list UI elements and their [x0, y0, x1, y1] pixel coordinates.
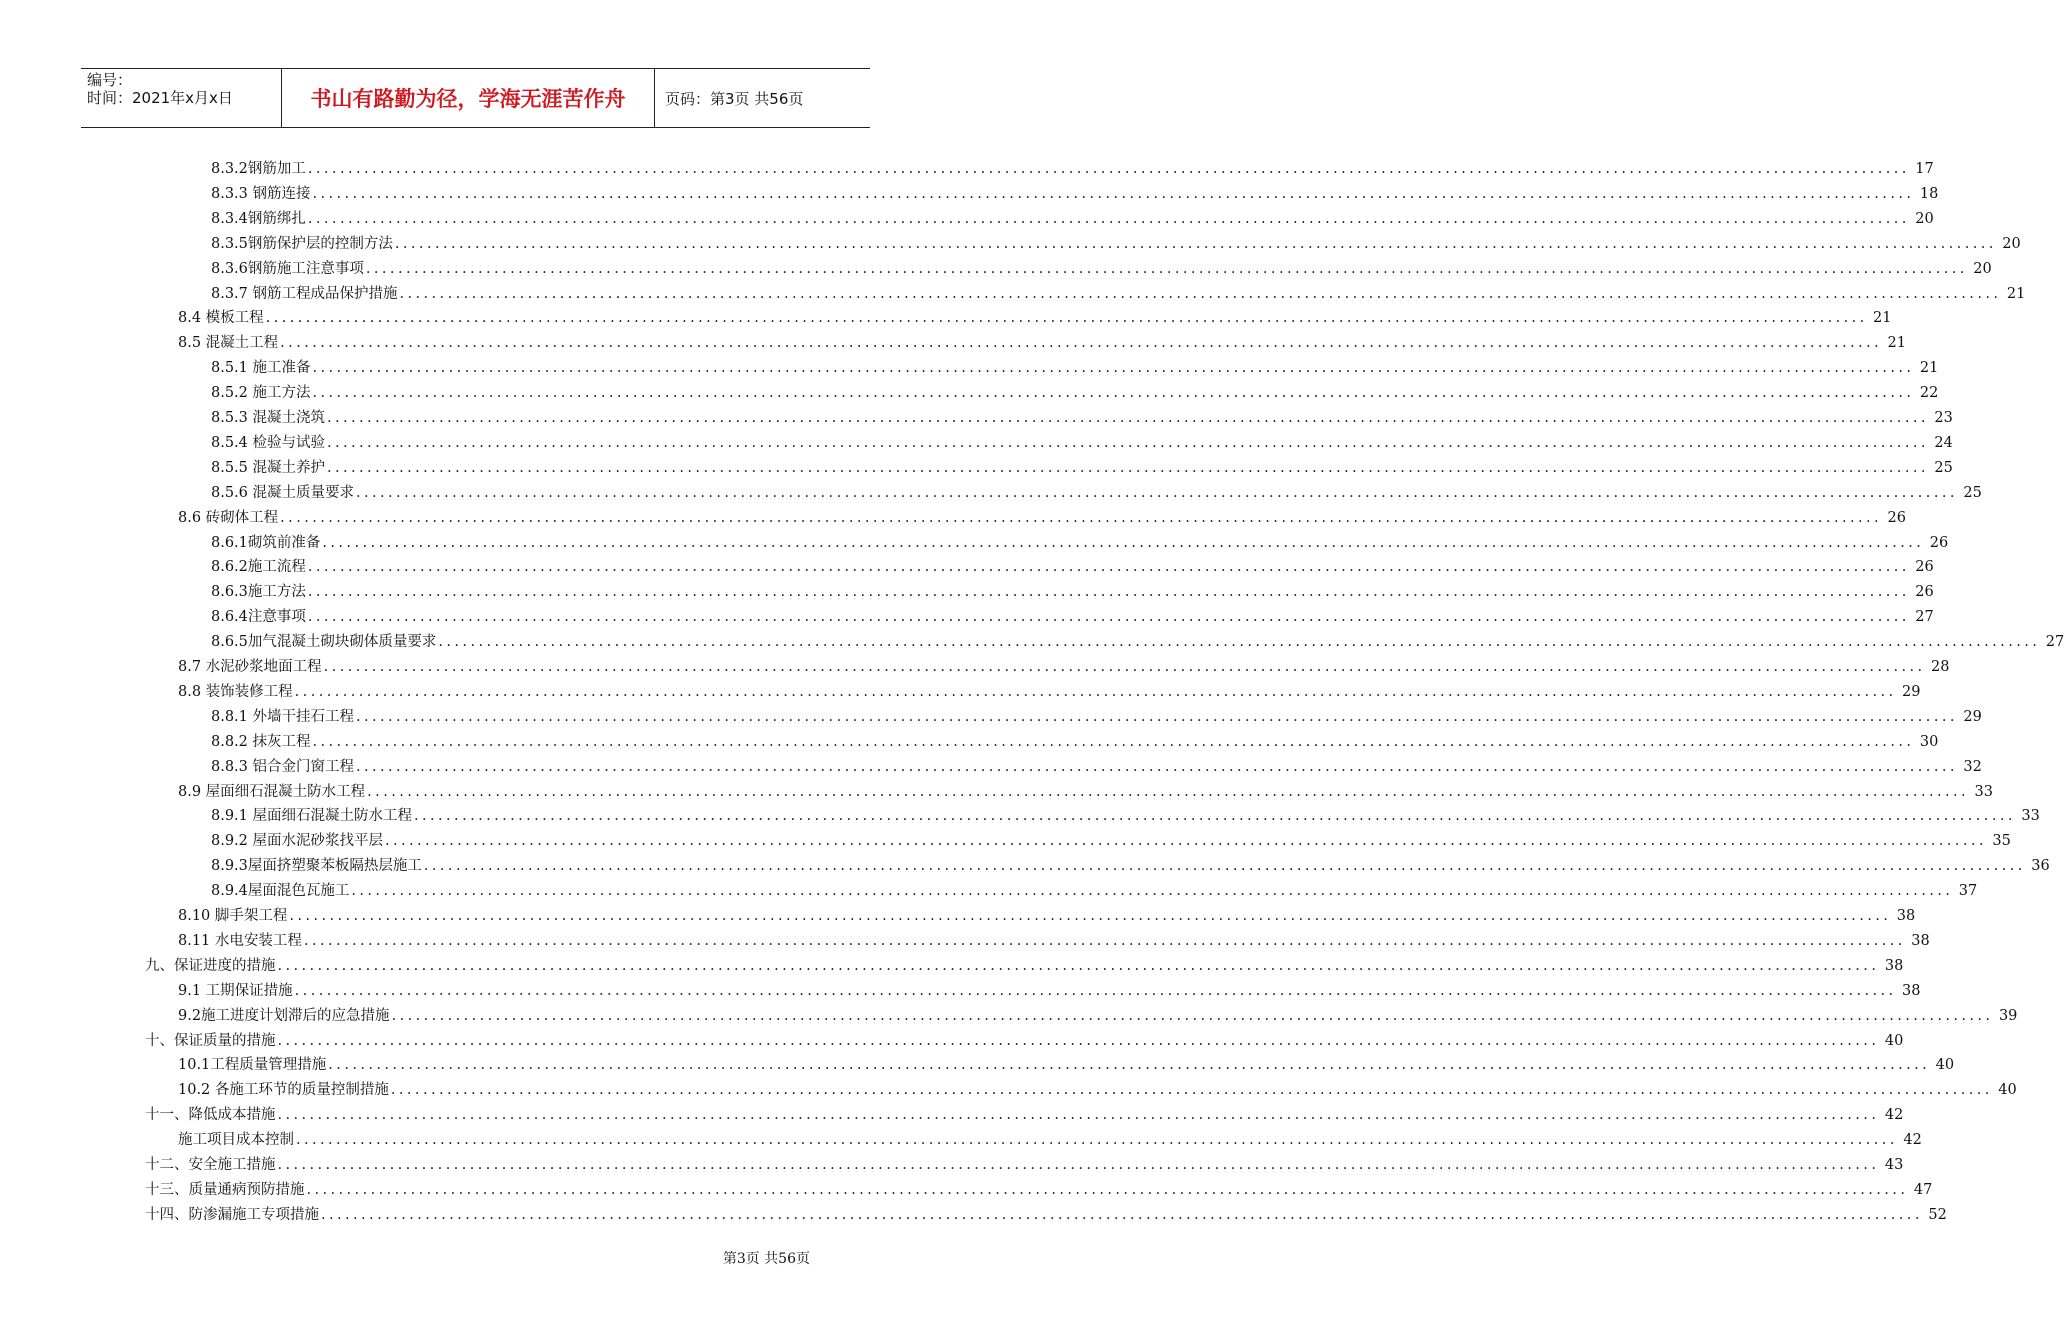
toc-entry[interactable] — [211, 280, 2026, 304]
toc-leader-dots: ........................................................................................................................................................................................................ — [438, 634, 2041, 651]
toc-leader-dots: ........................................................................................................................................................................................................ — [307, 210, 1910, 227]
toc-leader-dots: ........................................................................................................................................................................................................ — [356, 708, 1958, 725]
toc-entry-label: 8.8.1 外墙干挂石工程 — [211, 708, 355, 725]
toc-entry-page: 17 — [1915, 161, 1934, 177]
toc-entry[interactable] — [145, 1176, 1933, 1200]
toc-leader-dots: ........................................................................................................................................................................................................ — [321, 1206, 1923, 1223]
toc-entry-page: 42 — [1884, 1107, 1904, 1124]
toc-leader-dots: ........................................................................................................................................................................................................ — [277, 1107, 1880, 1124]
toc-entry[interactable] — [145, 1101, 1904, 1125]
toc-leader-dots: ........................................................................................................................................................................................................ — [312, 385, 1915, 402]
toc-entry-page: 25 — [1963, 484, 1982, 501]
toc-entry[interactable] — [211, 753, 1982, 777]
toc-entry-label: 8.3.7 钢筋工程成品保护措施 — [211, 285, 398, 302]
toc-entry-page: 38 — [1896, 908, 1916, 924]
toc-leader-dots: ........................................................................................................................................................................................................ — [390, 1082, 1993, 1099]
toc-entry-page: 38 — [1902, 982, 1921, 999]
toc-entry[interactable] — [211, 603, 1934, 627]
toc-entry[interactable] — [211, 155, 1934, 179]
toc-entry-label: 8.9 屋面细石混凝土防水工程 — [178, 783, 366, 800]
toc-leader-dots: ........................................................................................................................................................................................................ — [391, 1007, 1994, 1024]
toc-entry[interactable] — [178, 304, 1892, 328]
toc-entry-page: 37 — [1958, 883, 1978, 900]
toc-entry[interactable] — [211, 379, 1939, 403]
toc-entry-label: 8.6.5加气混凝土砌块砌体质量要求 — [211, 634, 437, 651]
toc-leader-dots: ........................................................................................................................................................................................................ — [306, 1181, 1909, 1198]
toc-entry[interactable] — [211, 529, 1949, 553]
toc-entry[interactable] — [178, 678, 1921, 702]
toc-leader-dots: ........................................................................................................................................................................................................ — [312, 360, 1915, 377]
toc-leader-dots: ........................................................................................................................................................................................................ — [294, 982, 1897, 999]
toc-entry[interactable] — [211, 852, 2050, 876]
toc-leader-dots: ........................................................................................................................................................................................................ — [327, 434, 1929, 451]
toc-entry-page: 35 — [1992, 833, 2011, 850]
toc-entry[interactable] — [145, 1027, 1904, 1051]
toc-entry-label: 8.9.2 屋面水泥砂浆找平层 — [211, 833, 384, 850]
toc-entry-label: 8.6.1砌筑前准备 — [211, 534, 321, 551]
toc-entry-page: 21 — [1919, 360, 1939, 377]
toc-entry[interactable] — [178, 927, 1930, 951]
toc-entry-label: 8.5.4 检验与试验 — [211, 434, 326, 451]
toc-leader-dots: ........................................................................................................................................................................................................ — [303, 932, 1906, 949]
toc-leader-dots: ........................................................................................................................................................................................................ — [296, 1132, 1898, 1149]
toc-entry-label: 10.2 各施工环节的质量控制措施 — [178, 1082, 389, 1099]
toc-entry-page: 20 — [1915, 210, 1934, 227]
toc-entry-page: 33 — [2021, 808, 2040, 825]
motto-text: 书山有路勤为径，学海无涯苦作舟 — [310, 87, 626, 111]
toc-entry[interactable] — [178, 329, 1906, 353]
toc-entry-page: 33 — [1974, 783, 1993, 800]
toc-leader-dots: ........................................................................................................................................................................................................ — [351, 883, 1954, 900]
toc-entry[interactable] — [211, 827, 2011, 851]
toc-entry[interactable] — [178, 778, 1993, 802]
toc-leader-dots: ........................................................................................................................................................................................................ — [328, 1057, 1931, 1074]
toc-entry[interactable] — [211, 255, 1992, 279]
toc-leader-dots: ........................................................................................................................................................................................................ — [322, 534, 1925, 551]
toc-entry[interactable] — [178, 504, 1906, 528]
toc-leader-dots: ........................................................................................................................................................................................................ — [277, 1157, 1880, 1173]
header-right-cell — [655, 69, 870, 127]
toc-entry-label: 8.6.4注意事项 — [211, 609, 306, 626]
toc-entry[interactable] — [211, 180, 1939, 204]
toc-leader-dots: ........................................................................................................................................................................................................ — [356, 758, 1958, 775]
toc-leader-dots: ........................................................................................................................................................................................................ — [312, 185, 1915, 202]
toc-entry[interactable] — [145, 1201, 1947, 1225]
toc-entry-page: 22 — [1919, 385, 1939, 402]
toc-leader-dots: ........................................................................................................................................................................................................ — [385, 833, 1987, 850]
toc-entry[interactable] — [211, 429, 1953, 453]
toc-leader-dots: ........................................................................................................................................................................................................ — [307, 559, 1910, 576]
toc-entry[interactable] — [178, 977, 1921, 1001]
toc-entry-page: 23 — [1934, 410, 1953, 426]
toc-entry-page: 26 — [1915, 559, 1934, 576]
toc-entry-label: 九、保证进度的措施 — [145, 957, 276, 974]
toc-entry-label: 9.2施工进度计划滞后的应急措施 — [178, 1007, 390, 1024]
toc-entry[interactable] — [178, 1002, 2018, 1026]
footer-page-number: 第3页 共56页 — [722, 1251, 810, 1267]
toc-entry-label: 8.6 砖砌体工程 — [178, 509, 279, 526]
toc-entry-page: 26 — [1887, 509, 1906, 526]
toc-entry-label: 8.3.4钢筋绑扎 — [211, 210, 306, 227]
toc-entry-page: 18 — [1919, 185, 1939, 202]
toc-entry-page: 25 — [1934, 459, 1953, 476]
toc-entry-page: 38 — [1884, 957, 1904, 974]
toc-entry-label: 8.10 脚手架工程 — [178, 908, 288, 924]
toc-entry-label: 十三、质量通病预防措施 — [145, 1181, 305, 1198]
toc-entry-page: 40 — [1935, 1057, 1955, 1074]
toc-entry-page: 27 — [2045, 634, 2064, 651]
toc-leader-dots: ........................................................................................................................................................................................................ — [394, 235, 1997, 252]
toc-entry-page: 38 — [1911, 932, 1930, 949]
toc-entry-label: 8.5.6 混凝土质量要求 — [211, 484, 355, 501]
toc-entry-page: 21 — [1887, 335, 1906, 352]
toc-entry[interactable] — [211, 578, 1934, 602]
toc-entry-page: 32 — [1963, 758, 1982, 775]
toc-leader-dots: ........................................................................................................................................................................................................ — [294, 683, 1897, 700]
toc-entry[interactable] — [211, 404, 1953, 428]
toc-entry-page: 52 — [1928, 1206, 1947, 1223]
toc-entry-label: 8.8.3 铝合金门窗工程 — [211, 758, 355, 775]
toc-entry-label: 十四、防渗漏施工专项措施 — [145, 1206, 319, 1223]
header-motto-cell — [282, 69, 655, 127]
toc-entry[interactable] — [178, 1126, 1922, 1150]
toc-entry-label: 10.1工程质量管理措施 — [178, 1057, 327, 1074]
toc-entry-page: 20 — [2002, 235, 2021, 252]
toc-entry[interactable] — [178, 902, 1916, 926]
toc-entry[interactable] — [145, 952, 1904, 976]
toc-entry[interactable] — [211, 877, 1978, 901]
toc-entry[interactable] — [178, 653, 1950, 677]
toc-leader-dots: ........................................................................................................................................................................................................ — [327, 410, 1929, 426]
toc-entry-page: 43 — [1884, 1157, 1904, 1173]
toc-entry-label: 十一、降低成本措施 — [145, 1107, 276, 1124]
toc-entry-label: 8.8.2 抹灰工程 — [211, 733, 311, 750]
page-header — [81, 68, 870, 128]
toc-leader-dots: ........................................................................................................................................................................................................ — [365, 260, 1968, 277]
toc-entry-label: 8.3.3 钢筋连接 — [211, 185, 311, 202]
toc-entry[interactable] — [178, 1051, 1955, 1075]
toc-entry-page: 21 — [1873, 310, 1892, 327]
toc-entry-label: 8.3.2钢筋加工 — [211, 161, 306, 177]
toc-entry-page: 40 — [1998, 1082, 2017, 1099]
toc-entry-page: 26 — [1929, 534, 1949, 551]
toc-leader-dots: ........................................................................................................................................................................................................ — [312, 733, 1915, 750]
toc-entry-label: 8.9.1 屋面细石混凝土防水工程 — [211, 808, 413, 825]
toc-entry-label: 8.5 混凝土工程 — [178, 335, 279, 352]
toc-entry-page: 36 — [2031, 858, 2050, 875]
toc-leader-dots: ........................................................................................................................................................................................................ — [323, 659, 1926, 675]
toc-entry-page: 29 — [1902, 683, 1921, 700]
toc-entry-page: 28 — [1931, 659, 1950, 675]
toc-entry-label: 8.8 装饰装修工程 — [178, 683, 293, 700]
toc-entry[interactable] — [211, 628, 2064, 652]
toc-entry-label: 8.5.2 施工方法 — [211, 385, 311, 402]
toc-entry-label: 8.3.6钢筋施工注意事项 — [211, 260, 364, 277]
toc-entry-label: 8.3.5钢筋保护层的控制方法 — [211, 235, 393, 252]
toc-entry-page: 30 — [1919, 733, 1939, 750]
toc-leader-dots: ........................................................................................................................................................................................................ — [277, 1032, 1880, 1049]
toc-entry-label: 8.5.1 施工准备 — [211, 360, 311, 377]
toc-entry[interactable] — [211, 802, 2040, 826]
header-page-label: 页码：第3页 共56页 — [665, 89, 804, 108]
toc-entry[interactable] — [211, 553, 1934, 577]
toc-entry-page: 20 — [1973, 260, 1992, 277]
number-label: 编号： — [87, 71, 133, 89]
toc-leader-dots: ........................................................................................................................................................................................................ — [265, 310, 1868, 327]
toc-leader-dots: ........................................................................................................................................................................................................ — [307, 584, 1910, 601]
toc-entry-label: 8.7 水泥砂浆地面工程 — [178, 659, 322, 675]
toc-entry-label: 施工项目成本控制 — [178, 1132, 294, 1149]
time-label: 时间：2021年x月x日 — [87, 89, 233, 107]
toc-leader-dots: ........................................................................................................................................................................................................ — [280, 509, 1882, 526]
toc-entry-page: 42 — [1903, 1132, 1922, 1149]
toc-entry[interactable] — [211, 205, 1934, 229]
toc-leader-dots: ........................................................................................................................................................................................................ — [289, 908, 1892, 924]
toc-leader-dots: ........................................................................................................................................................................................................ — [423, 858, 2026, 875]
toc-leader-dots: ........................................................................................................................................................................................................ — [414, 808, 2016, 825]
toc-entry-label: 8.9.4屋面混色瓦施工 — [211, 883, 350, 900]
toc-entry[interactable] — [211, 479, 1982, 503]
toc-entry-page: 27 — [1915, 609, 1934, 626]
toc-entry-page: 26 — [1915, 584, 1934, 601]
toc-entry[interactable] — [211, 728, 1939, 752]
toc-entry-label: 9.1 工期保证措施 — [178, 982, 293, 999]
toc-entry-label: 8.11 水电安装工程 — [178, 932, 302, 949]
header-left-cell — [81, 69, 282, 127]
toc-entry-label: 8.4 模板工程 — [178, 310, 264, 327]
toc-entry-page: 21 — [2006, 285, 2026, 302]
toc-entry-label: 十二、安全施工措施 — [145, 1157, 276, 1173]
toc-entry-label: 8.6.3施工方法 — [211, 584, 306, 601]
toc-leader-dots: ........................................................................................................................................................................................................ — [307, 161, 1910, 177]
toc-leader-dots: ........................................................................................................................................................................................................ — [399, 285, 2002, 302]
toc-entry[interactable] — [211, 354, 1939, 378]
toc-entry-label: 8.5.5 混凝土养护 — [211, 459, 326, 476]
toc-entry[interactable] — [178, 1076, 2017, 1100]
toc-leader-dots: ........................................................................................................................................................................................................ — [327, 459, 1929, 476]
toc-entry-page: 40 — [1884, 1032, 1904, 1049]
toc-leader-dots: ........................................................................................................................................................................................................ — [307, 609, 1910, 626]
toc-entry-label: 8.9.3屋面挤塑聚苯板隔热层施工 — [211, 858, 422, 875]
toc-entry[interactable] — [211, 703, 1982, 727]
toc-entry-page: 47 — [1913, 1181, 1933, 1198]
toc-leader-dots: ........................................................................................................................................................................................................ — [356, 484, 1958, 501]
toc-leader-dots: ........................................................................................................................................................................................................ — [280, 335, 1882, 352]
toc-entry-label: 8.5.3 混凝土浇筑 — [211, 410, 326, 426]
page-footer — [690, 1248, 810, 1268]
toc-entry-page: 24 — [1934, 434, 1953, 451]
toc-leader-dots: ........................................................................................................................................................................................................ — [367, 783, 1969, 800]
toc-leader-dots: ........................................................................................................................................................................................................ — [277, 957, 1880, 974]
toc-entry[interactable] — [211, 454, 1953, 478]
toc-entry[interactable] — [211, 230, 2021, 254]
toc-entry-label: 十、保证质量的措施 — [145, 1032, 276, 1049]
toc-entry-label: 8.6.2施工流程 — [211, 559, 306, 576]
toc-entry-page: 29 — [1963, 708, 1982, 725]
toc-entry[interactable] — [145, 1151, 1904, 1175]
toc-entry-page: 39 — [1998, 1007, 2018, 1024]
